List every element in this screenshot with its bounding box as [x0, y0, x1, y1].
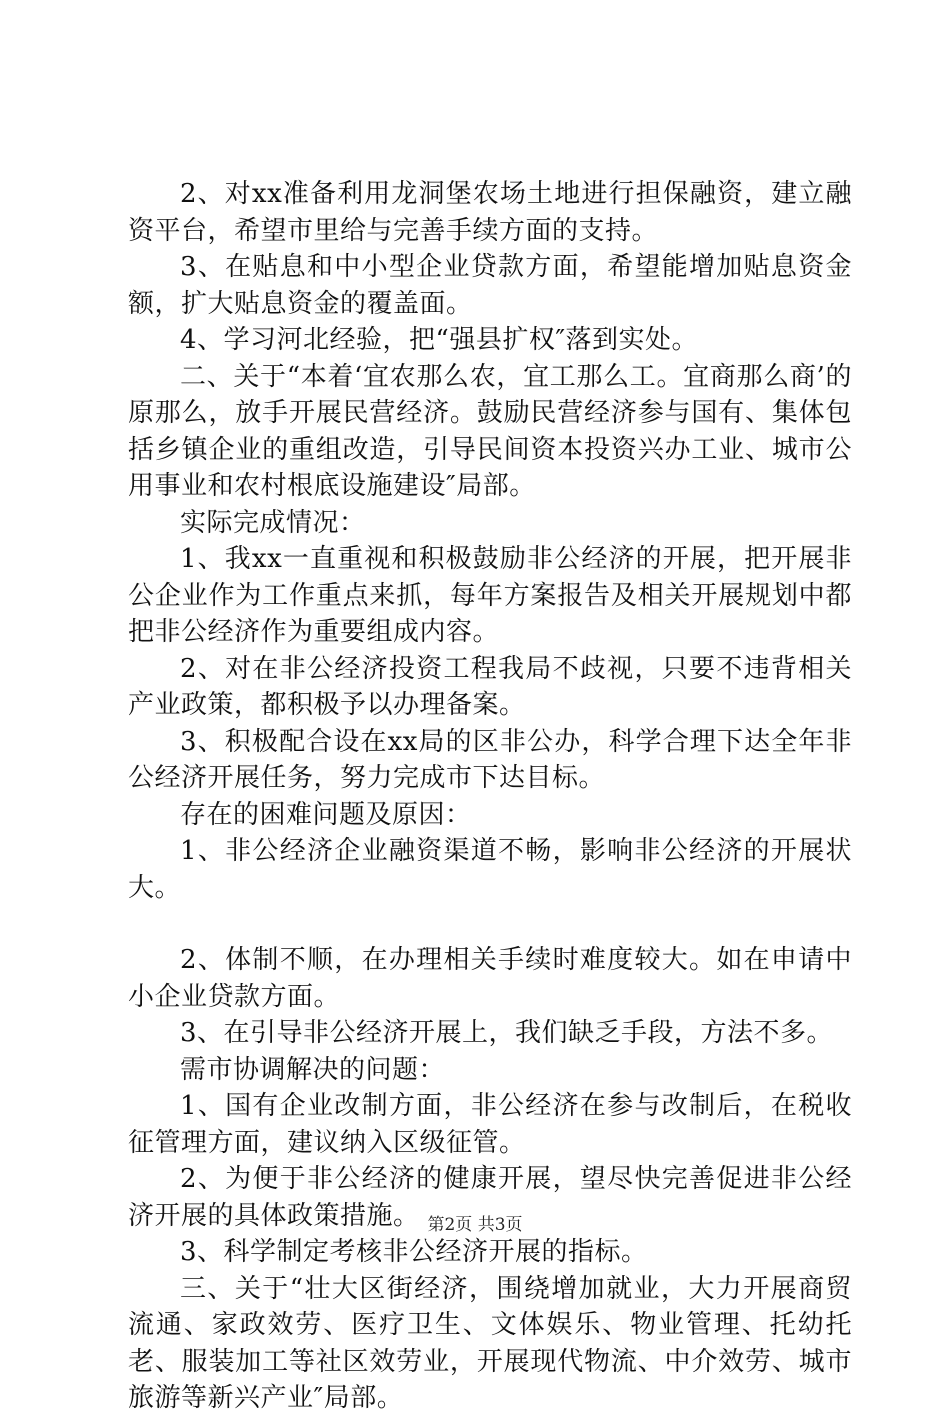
- paragraph: 2、对在非公经济投资工程我局不歧视，只要不违背相关产业政策，都积极予以办理备案。: [128, 653, 852, 720]
- paragraph: 3、积极配合设在xx局的区非公办，科学合理下达全年非公经济开展任务，努力完成市下达目标。: [128, 726, 852, 793]
- paragraph: 1、非公经济企业融资渠道不畅，影响非公经济的开展状大。: [128, 836, 852, 903]
- section-heading-2: 二、关于“本着‘宜农那么农，宜工那么工。宜商那么商’的原那么，放手开展民营经济。鼓励民营经济参与国有、集体包括乡镇企业的重组改造，引导民间资本投资兴办工业、城市公用事业和农村根底设施建设″局部。: [128, 361, 852, 501]
- paragraph: 1、国有企业改制方面，非公经济在参与改制后，在税收征管理方面，建议纳入区级征管。: [128, 1091, 852, 1158]
- paragraph: 2、为便于非公经济的健康开展，望尽快完善促进非公经济开展的具体政策措施。: [128, 1164, 852, 1231]
- paragraph: 3、在引导非公经济开展上，我们缺乏手段，方法不多。: [180, 1018, 834, 1048]
- page-footer: 第2页 共3页: [427, 1215, 523, 1235]
- paragraph: 1、我xx一直重视和积极鼓励非公经济的开展，把开展非公企业作为工作重点来抓，每年方案报告及相关开展规划中都把非公经济作为重要组成内容。: [128, 544, 852, 647]
- paragraph: 2、对xx准备利用龙洞堡农场土地进行担保融资，建立融资平台，希望市里给与完善手续方面的支持。: [128, 179, 852, 246]
- section-heading-3: 三、关于“壮大区街经济，围绕增加就业，大力开展商贸流通、家政效劳、医疗卫生、文体娱乐、物业管理、托幼托老、服装加工等社区效劳业，开展现代物流、中介效劳、城市旅游等新兴产业″局部。: [128, 1273, 852, 1413]
- paragraph: 3、在贴息和中小型企业贷款方面，希望能增加贴息资金额，扩大贴息资金的覆盖面。: [128, 252, 852, 319]
- subheading-issues-to-resolve: 需市协调解决的问题：: [180, 1054, 446, 1085]
- paragraph: 2、体制不顺，在办理相关手续时难度较大。如在申请中小企业贷款方面。: [128, 945, 852, 1012]
- paragraph: 4、学习河北经验，把“强县扩权″落到实处。: [180, 325, 699, 355]
- paragraph: 3、科学制定考核非公经济开展的指标。: [180, 1237, 648, 1267]
- subheading-actual-completion: 实际完成情况：: [180, 507, 366, 538]
- subheading-difficulties: 存在的困难问题及原因：: [180, 799, 472, 830]
